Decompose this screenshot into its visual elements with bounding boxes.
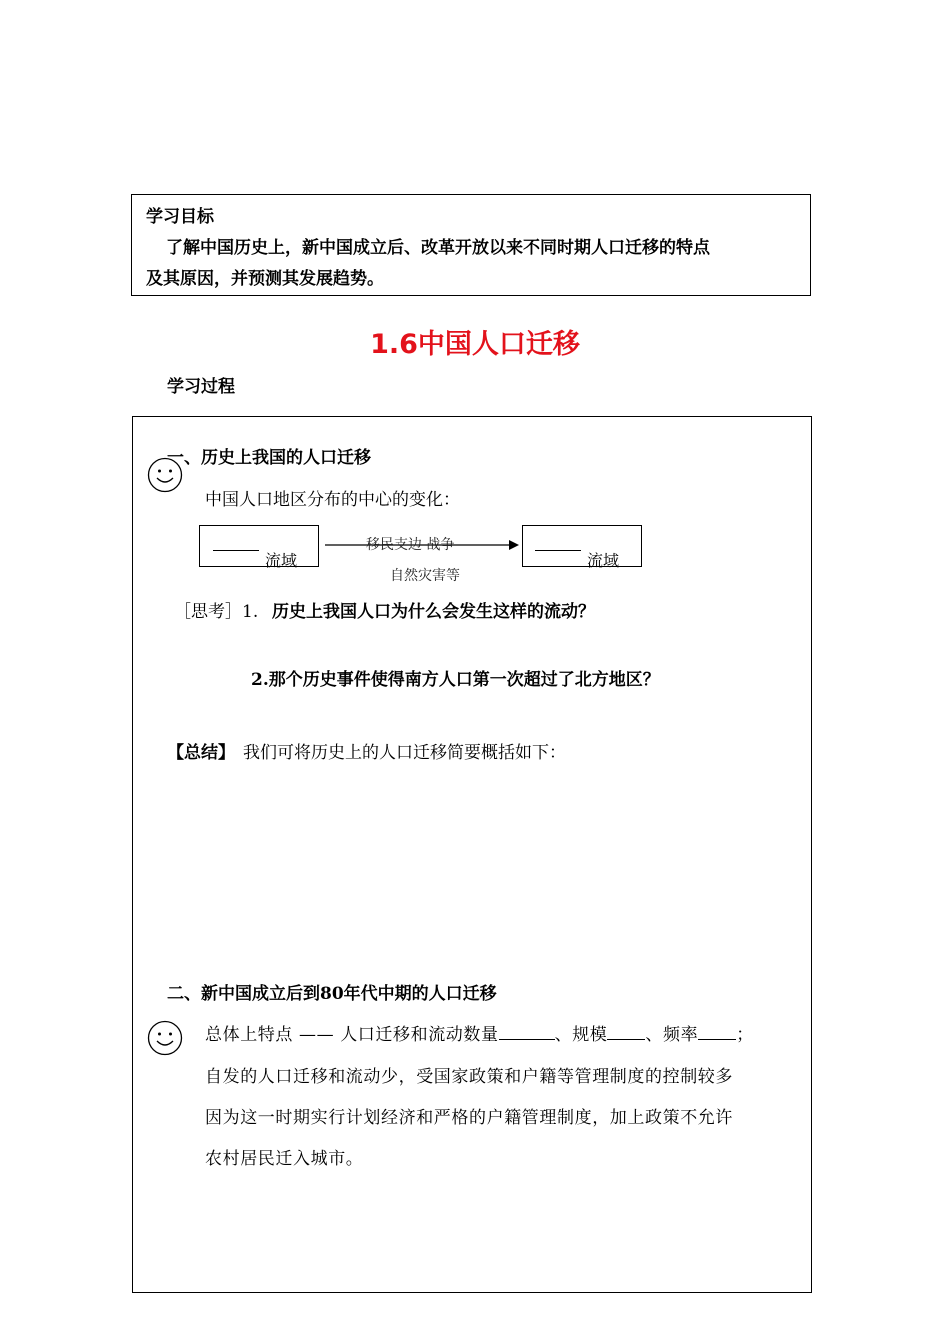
blank-scale[interactable] xyxy=(607,1025,645,1040)
flow-arrow-bottom-label: 自然灾害等 xyxy=(390,568,460,584)
frequency-label: 、频率 xyxy=(645,1025,699,1045)
flow-arrow-top-label: 移民支边 战争 xyxy=(366,537,455,553)
flow-label-left: 流域 xyxy=(265,551,298,570)
summary-text: 我们可将历史上的人口迁移简要概括如下： xyxy=(243,743,566,763)
learning-goals-box xyxy=(131,194,811,296)
section1-intro: 中国人口地区分布的中心的变化： xyxy=(205,490,460,510)
smiley-icon xyxy=(147,1020,183,1056)
flow-label-right: 流域 xyxy=(587,551,620,570)
summary-prefix: 【总结】 xyxy=(167,743,235,763)
blank-quantity[interactable] xyxy=(499,1025,555,1040)
section2-line-3: 因为这一时期实行计划经济和严格的户籍管理制度，加上政策不允许 xyxy=(205,1108,733,1128)
section2-line-1 xyxy=(205,1020,754,1045)
think-question-1: 历史上我国人口为什么会发生这样的流动？ xyxy=(272,602,595,622)
goals-line-2: 及其原因，并预测其发展趋势。 xyxy=(146,269,384,289)
section2-line-4: 农村居民迁入城市。 xyxy=(205,1149,364,1169)
characteristics-text: 总体上特点 —— 人口迁移和流动数量 xyxy=(205,1025,499,1045)
flow-blank-right xyxy=(535,550,581,551)
section1-heading: 一、历史上我国的人口迁移 xyxy=(167,448,371,468)
goals-line-1: 了解中国历史上，新中国成立后、改革开放以来不同时期人口迁移的特点 xyxy=(166,238,710,258)
goals-heading: 学习目标 xyxy=(146,207,214,227)
flow-blank-left xyxy=(213,550,259,551)
flow-box-right xyxy=(522,525,642,567)
section2-line-2: 自发的人口迁移和流动少，受国家政策和户籍等管理制度的控制较多 xyxy=(205,1067,733,1087)
blank-frequency[interactable] xyxy=(698,1025,736,1040)
semicolon: ； xyxy=(736,1025,754,1045)
scale-label: 、规模 xyxy=(554,1025,608,1045)
think-question-2: 2.那个历史事件使得南方人口第一次超过了北方地区？ xyxy=(251,670,660,690)
section2-heading: 二、新中国成立后到80年代中期的人口迁移 xyxy=(167,984,497,1004)
process-label: 学习过程 xyxy=(167,377,235,397)
think-prefix: ［思考］1. xyxy=(174,602,259,622)
flow-box-left xyxy=(199,525,319,567)
page-title: 1.6中国人口迁移 xyxy=(370,329,580,360)
